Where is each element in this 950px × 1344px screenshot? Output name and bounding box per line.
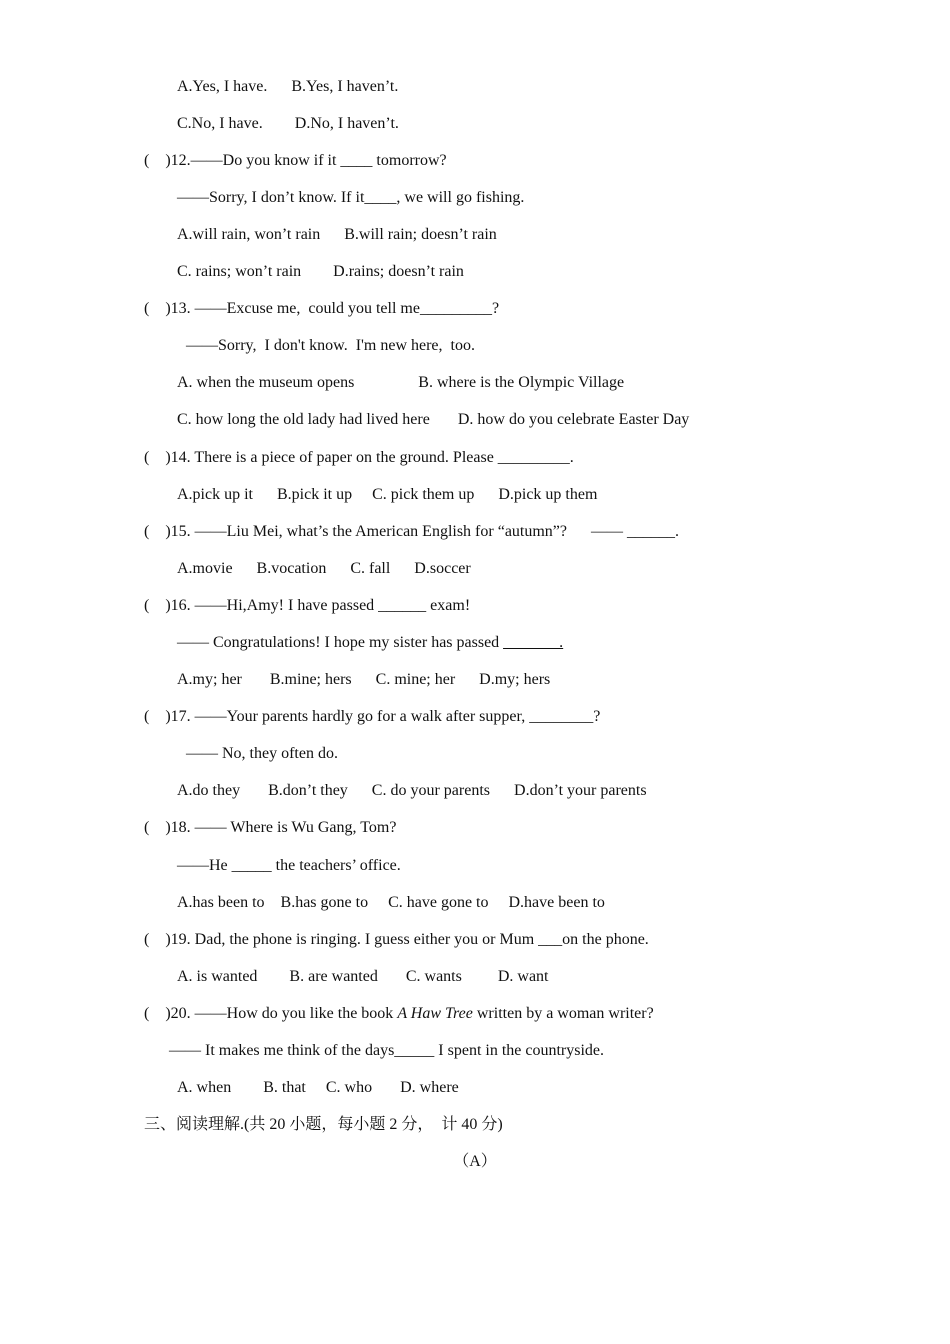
q12-options-cd: C. rains; won’t rain D.rains; doesn’t rain	[177, 263, 464, 280]
q20-question-text: ( )20. ——How do you like the book	[144, 1005, 398, 1022]
q12-question: ( )12.——Do you know if it ____ tomorrow?	[144, 152, 447, 169]
q17-dialogue: —— No, they often do.	[186, 745, 338, 762]
q20-book-title: A Haw Tree	[397, 1005, 473, 1022]
q16-blank: _______.	[503, 634, 564, 651]
q11-options-ab: A.Yes, I have. B.Yes, I haven’t.	[177, 78, 399, 95]
q11-options-cd: C.No, I have. D.No, I haven’t.	[177, 115, 399, 132]
q20-question-rest: written by a woman writer?	[472, 1005, 654, 1022]
q17-question: ( )17. ——Your parents hardly go for a walk after supper, ________?	[144, 708, 601, 725]
q16-options: A.my; her B.mine; hers C. mine; her D.my; hers	[177, 671, 551, 688]
q15-options: A.movie B.vocation C. fall D.soccer	[177, 560, 471, 577]
q14-options: A.pick up it B.pick it up C. pick them up D.pick up them	[177, 486, 598, 503]
q13-question: ( )13. ——Excuse me, could you tell me_________?	[144, 300, 500, 317]
q18-options: A.has been to B.has gone to C. have gone to D.have been to	[177, 894, 605, 911]
q13-options-cd: C. how long the old lady had lived here D. how do you celebrate Easter Day	[177, 411, 690, 428]
q16-question: ( )16. ——Hi,Amy! I have passed ______ exam!	[144, 597, 471, 614]
passage-a-label: （A）	[453, 1153, 497, 1170]
q16-dialogue-text: —— Congratulations! I hope my sister has passed	[177, 634, 504, 651]
q20-options: A. when B. that C. who D. where	[177, 1079, 459, 1096]
q18-question: ( )18. —— Where is Wu Gang, Tom?	[144, 819, 397, 836]
q20-question	[144, 1004, 654, 1024]
q17-options: A.do they B.don’t they C. do your parents D.don’t your parents	[177, 782, 647, 799]
q14-question: ( )14. There is a piece of paper on the ground. Please _________.	[144, 449, 574, 466]
q13-options-ab: A. when the museum opens B. where is the Olympic Village	[177, 374, 625, 391]
q12-options-ab: A.will rain, won’t rain B.will rain; doesn’t rain	[177, 226, 497, 243]
q20-dialogue: —— It makes me think of the days_____ I spent in the countryside.	[169, 1042, 605, 1059]
q12-dialogue: ——Sorry, I don’t know. If it____, we will go fishing.	[177, 189, 525, 206]
q15-question: ( )15. ——Liu Mei, what’s the American English for “autumn”? —— ______.	[144, 523, 680, 540]
q19-options: A. is wanted B. are wanted C. wants D. want	[177, 968, 549, 985]
section-three-heading: 三、阅读理解.(共 20 小题，每小题 2 分， 计 40 分)	[144, 1116, 503, 1133]
q18-dialogue: ——He _____ the teachers’ office.	[177, 857, 401, 874]
q19-question: ( )19. Dad, the phone is ringing. I guess either you or Mum ___on the phone.	[144, 931, 649, 948]
q16-dialogue	[177, 633, 563, 653]
q13-dialogue: ——Sorry, I don't know. I'm new here, too.	[186, 337, 475, 354]
